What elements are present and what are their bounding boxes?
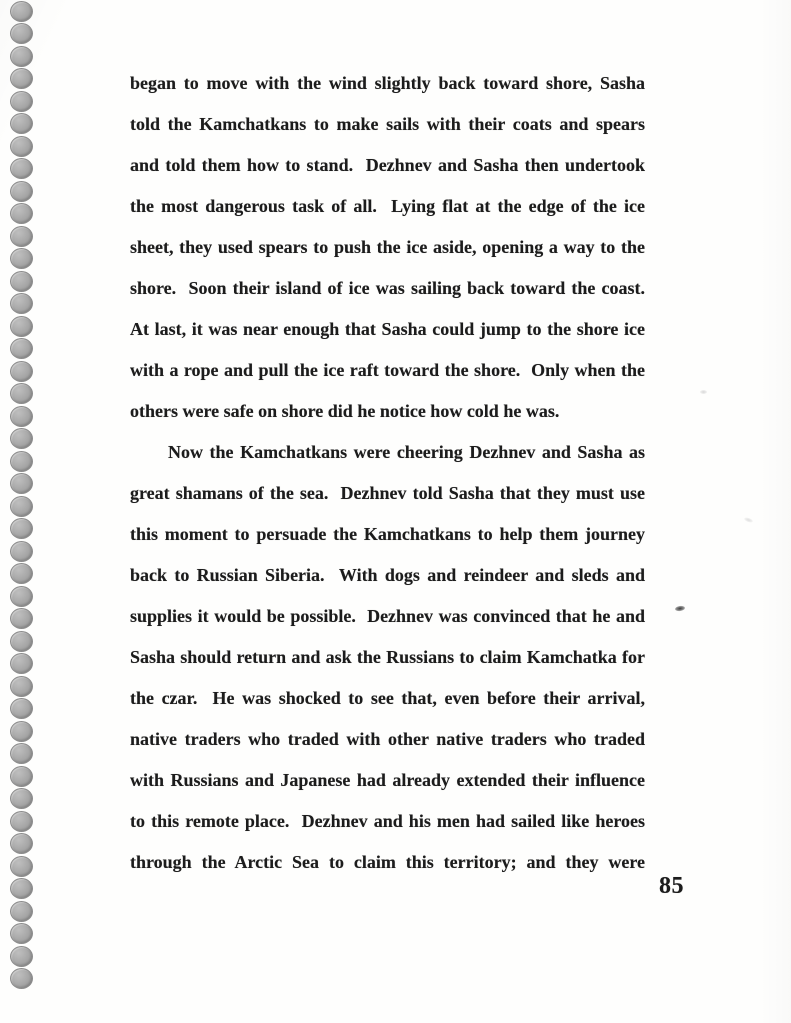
binding-hole <box>10 248 33 269</box>
text-line: to this remote place. Dezhnev and his men had sailed like heroes <box>130 811 645 831</box>
text-line: At last, it was near enough that Sasha could jump to the shore ice <box>130 319 645 339</box>
text-line: the czar. He was shocked to see that, even before their arrival, <box>130 688 645 708</box>
text-line: with Russians and Japanese had already extended their influence <box>130 770 645 790</box>
binding-hole <box>10 1 33 22</box>
text-line: shore. Soon their island of ice was sailing back toward the coast. <box>130 278 645 298</box>
binding-hole <box>10 203 33 224</box>
text-line: through the Arctic Sea to claim this territory; and they were <box>130 852 645 872</box>
binding-hole <box>10 676 33 697</box>
binding-hole <box>10 91 33 112</box>
binding-hole <box>10 473 33 494</box>
paragraph <box>130 432 645 883</box>
scan-speck <box>675 605 686 611</box>
text-line: native traders who traded with other native traders who traded <box>130 729 645 749</box>
text-line: supplies it would be possible. Dezhnev was convinced that he and <box>130 606 645 626</box>
binding-hole <box>10 811 33 832</box>
binding-hole <box>10 46 33 67</box>
page-number: 85 <box>659 873 684 899</box>
text-line: others were safe on shore did he notice how cold he was. <box>130 401 560 421</box>
binding-hole <box>10 833 33 854</box>
binding-hole <box>10 586 33 607</box>
binding-hole <box>10 766 33 787</box>
binding-hole <box>10 518 33 539</box>
binding-hole <box>10 23 33 44</box>
scan-speck <box>744 517 754 524</box>
binding-hole <box>10 316 33 337</box>
paragraph <box>130 63 645 432</box>
binding-hole <box>10 653 33 674</box>
text-block <box>130 63 645 883</box>
binding-hole <box>10 181 33 202</box>
binding-hole <box>10 721 33 742</box>
binding-hole <box>10 496 33 517</box>
text-line: and told them how to stand. Dezhnev and Sasha then undertook <box>130 155 645 175</box>
binding-hole <box>10 451 33 472</box>
spiral-binding-holes <box>0 0 42 1023</box>
binding-hole <box>10 383 33 404</box>
binding-hole <box>10 968 33 989</box>
text-line: the most dangerous task of all. Lying flat at the edge of the ice <box>130 196 645 216</box>
text-line: great shamans of the sea. Dezhnev told Sasha that they must use <box>130 483 645 503</box>
binding-hole <box>10 361 33 382</box>
text-line: with a rope and pull the ice raft toward the shore. Only when the <box>130 360 645 380</box>
text-line: began to move with the wind slightly back toward shore, Sasha <box>130 73 645 93</box>
binding-hole <box>10 698 33 719</box>
binding-hole <box>10 878 33 899</box>
binding-hole <box>10 293 33 314</box>
binding-hole <box>10 428 33 449</box>
scan-speck <box>700 390 707 394</box>
binding-hole <box>10 946 33 967</box>
binding-hole <box>10 631 33 652</box>
binding-hole <box>10 788 33 809</box>
binding-hole <box>10 68 33 89</box>
binding-hole <box>10 563 33 584</box>
text-line: Sasha should return and ask the Russians to claim Kamchatka for <box>130 647 645 667</box>
binding-hole <box>10 856 33 877</box>
text-line: Now the Kamchatkans were cheering Dezhnev and Sasha as <box>168 442 645 462</box>
binding-hole <box>10 136 33 157</box>
text-line: back to Russian Siberia. With dogs and reindeer and sleds and <box>130 565 645 585</box>
binding-hole <box>10 923 33 944</box>
binding-hole <box>10 901 33 922</box>
binding-hole <box>10 226 33 247</box>
binding-hole <box>10 113 33 134</box>
binding-hole <box>10 338 33 359</box>
text-line: sheet, they used spears to push the ice aside, opening a way to the <box>130 237 645 257</box>
text-line: told the Kamchatkans to make sails with their coats and spears <box>130 114 645 134</box>
binding-hole <box>10 608 33 629</box>
binding-hole <box>10 406 33 427</box>
binding-hole <box>10 158 33 179</box>
binding-hole <box>10 743 33 764</box>
binding-hole <box>10 271 33 292</box>
text-line: this moment to persuade the Kamchatkans to help them journey <box>130 524 645 544</box>
binding-hole <box>10 541 33 562</box>
